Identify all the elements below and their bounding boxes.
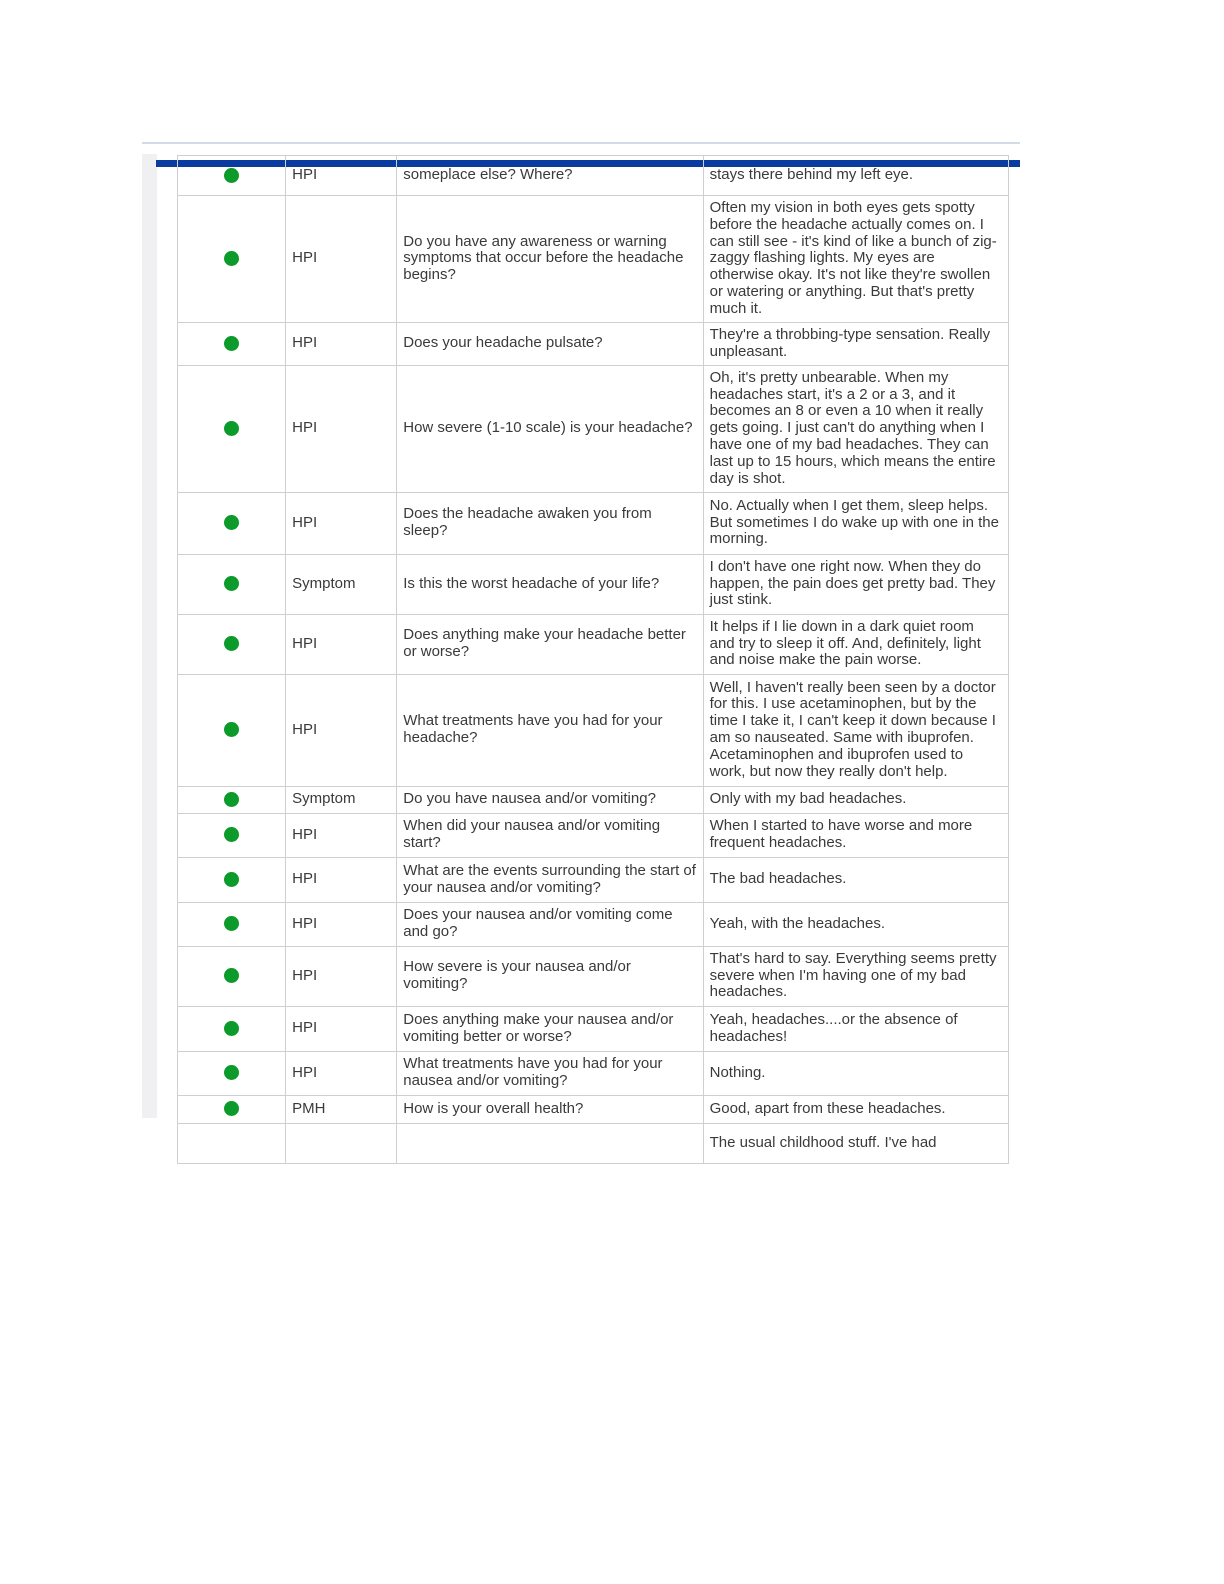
table-scroll-content [177,155,1009,1164]
status-cell [178,365,286,492]
answer-cell: I don't have one right now. When they do happen, the pain does get pretty bad. They just stink. [703,554,1008,614]
status-dot-icon [224,1021,239,1036]
question-cell: How is your overall health? [397,1095,703,1123]
status-dot-icon [224,722,239,737]
status-cell [178,813,286,857]
table-row[interactable] [178,322,1009,365]
category-cell: HPI [286,946,397,1006]
table-row[interactable] [178,857,1009,902]
status-cell [178,1095,286,1123]
table-row[interactable] [178,614,1009,674]
question-cell: Does anything make your headache better or worse? [397,614,703,674]
table-row[interactable] [178,1095,1009,1123]
answer-cell: Often my vision in both eyes gets spotty before the headache actually comes on. I can still see - it's kind of like a bunch of zig-zaggy flashing lights. My eyes are otherwise okay. It's not like they're swollen or watering or anything. But that's pretty much it. [703,196,1008,323]
status-dot-icon [224,576,239,591]
answer-cell: Yeah, with the headaches. [703,902,1008,946]
status-cell [178,492,286,554]
category-cell: HPI [286,1051,397,1095]
question-cell: How severe (1-10 scale) is your headache? [397,365,703,492]
question-cell: Do you have any awareness or warning symptoms that occur before the headache begins? [397,196,703,323]
category-cell: HPI [286,1006,397,1051]
status-cell [178,614,286,674]
question-cell: How severe is your nausea and/or vomiting? [397,946,703,1006]
status-dot-icon [224,968,239,983]
status-dot-icon [224,421,239,436]
answer-cell: The usual childhood stuff. I've had [703,1123,1008,1163]
status-dot-icon [224,636,239,651]
question-cell: Does anything make your nausea and/or vomiting better or worse? [397,1006,703,1051]
question-cell: Does your headache pulsate? [397,322,703,365]
category-cell: HPI [286,196,397,323]
table-row[interactable] [178,902,1009,946]
table-row[interactable] [178,554,1009,614]
status-dot-icon [224,1101,239,1116]
category-cell: HPI [286,902,397,946]
category-cell: HPI [286,614,397,674]
question-cell: Is this the worst headache of your life? [397,554,703,614]
answer-cell: It helps if I lie down in a dark quiet room and try to sleep it off. And, definitely, light and noise make the pain worse. [703,614,1008,674]
category-cell: HPI [286,322,397,365]
answer-cell: The bad headaches. [703,857,1008,902]
status-cell [178,946,286,1006]
answer-cell: No. Actually when I get them, sleep helps. But sometimes I do wake up with one in the morning. [703,492,1008,554]
status-cell [178,322,286,365]
question-cell: What treatments have you had for your headache? [397,674,703,786]
table-row[interactable] [178,813,1009,857]
category-cell: Symptom [286,786,397,813]
question-cell: Do you have nausea and/or vomiting? [397,786,703,813]
category-cell: PMH [286,1095,397,1123]
table-row[interactable] [178,196,1009,323]
question-cell: What are the events surrounding the start of your nausea and/or vomiting? [397,857,703,902]
table-row[interactable] [178,1006,1009,1051]
status-cell [178,786,286,813]
status-cell [178,1006,286,1051]
status-cell [178,857,286,902]
status-cell [178,902,286,946]
status-dot-icon [224,827,239,842]
status-dot-icon [224,872,239,887]
window-top-divider [142,142,1020,144]
answer-cell: Well, I haven't really been seen by a doctor for this. I use acetaminophen, but by the time I take it, I can't keep it down because I am so nauseated. Same with ibuprofen. Acetaminophen and ibuprofen used to work, but now they really don't help. [703,674,1008,786]
answer-cell: Oh, it's pretty unbearable. When my headaches start, it's a 2 or a 3, and it becomes an 8 or even a 10 when it really gets going. I just can't do anything when I have one of my bad headaches. They can last up to 15 hours, which means the entire day is shot. [703,365,1008,492]
status-dot-icon [224,1065,239,1080]
answer-cell: Yeah, headaches....or the absence of headaches! [703,1006,1008,1051]
answer-cell: That's hard to say. Everything seems pretty severe when I'm having one of my bad headaches. [703,946,1008,1006]
category-cell: HPI [286,492,397,554]
status-cell [178,674,286,786]
status-dot-icon [224,792,239,807]
status-cell [178,1051,286,1095]
table-row[interactable] [178,156,1009,196]
question-cell: someplace else? Where? [397,156,703,196]
question-cell: Does the headache awaken you from sleep? [397,492,703,554]
table-row[interactable] [178,1051,1009,1095]
table-row[interactable] [178,786,1009,813]
answer-cell: Good, apart from these headaches. [703,1095,1008,1123]
table-row[interactable] [178,674,1009,786]
answer-cell: Only with my bad headaches. [703,786,1008,813]
left-side-panel [142,154,157,1118]
status-cell [178,554,286,614]
question-cell: Does your nausea and/or vomiting come and go? [397,902,703,946]
answer-cell: stays there behind my left eye. [703,156,1008,196]
answer-cell: They're a throbbing-type sensation. Really unpleasant. [703,322,1008,365]
status-cell [178,196,286,323]
interview-table [177,155,1009,1164]
question-cell: When did your nausea and/or vomiting start? [397,813,703,857]
answer-cell: When I started to have worse and more frequent headaches. [703,813,1008,857]
status-dot-icon [224,168,239,183]
status-dot-icon [224,916,239,931]
status-dot-icon [224,251,239,266]
category-cell: HPI [286,674,397,786]
table-row[interactable] [178,492,1009,554]
table-row[interactable] [178,1123,1009,1163]
table-row[interactable] [178,946,1009,1006]
interview-table-body [178,156,1009,1164]
category-cell: HPI [286,857,397,902]
category-cell: HPI [286,813,397,857]
status-cell [178,1123,286,1163]
status-dot-icon [224,336,239,351]
status-dot-icon [224,515,239,530]
category-cell [286,1123,397,1163]
table-viewport[interactable] [157,166,1020,1151]
status-cell [178,156,286,196]
answer-cell: Nothing. [703,1051,1008,1095]
question-cell [397,1123,703,1163]
table-row[interactable] [178,365,1009,492]
category-cell: HPI [286,365,397,492]
category-cell: HPI [286,156,397,196]
question-cell: What treatments have you had for your nausea and/or vomiting? [397,1051,703,1095]
category-cell: Symptom [286,554,397,614]
